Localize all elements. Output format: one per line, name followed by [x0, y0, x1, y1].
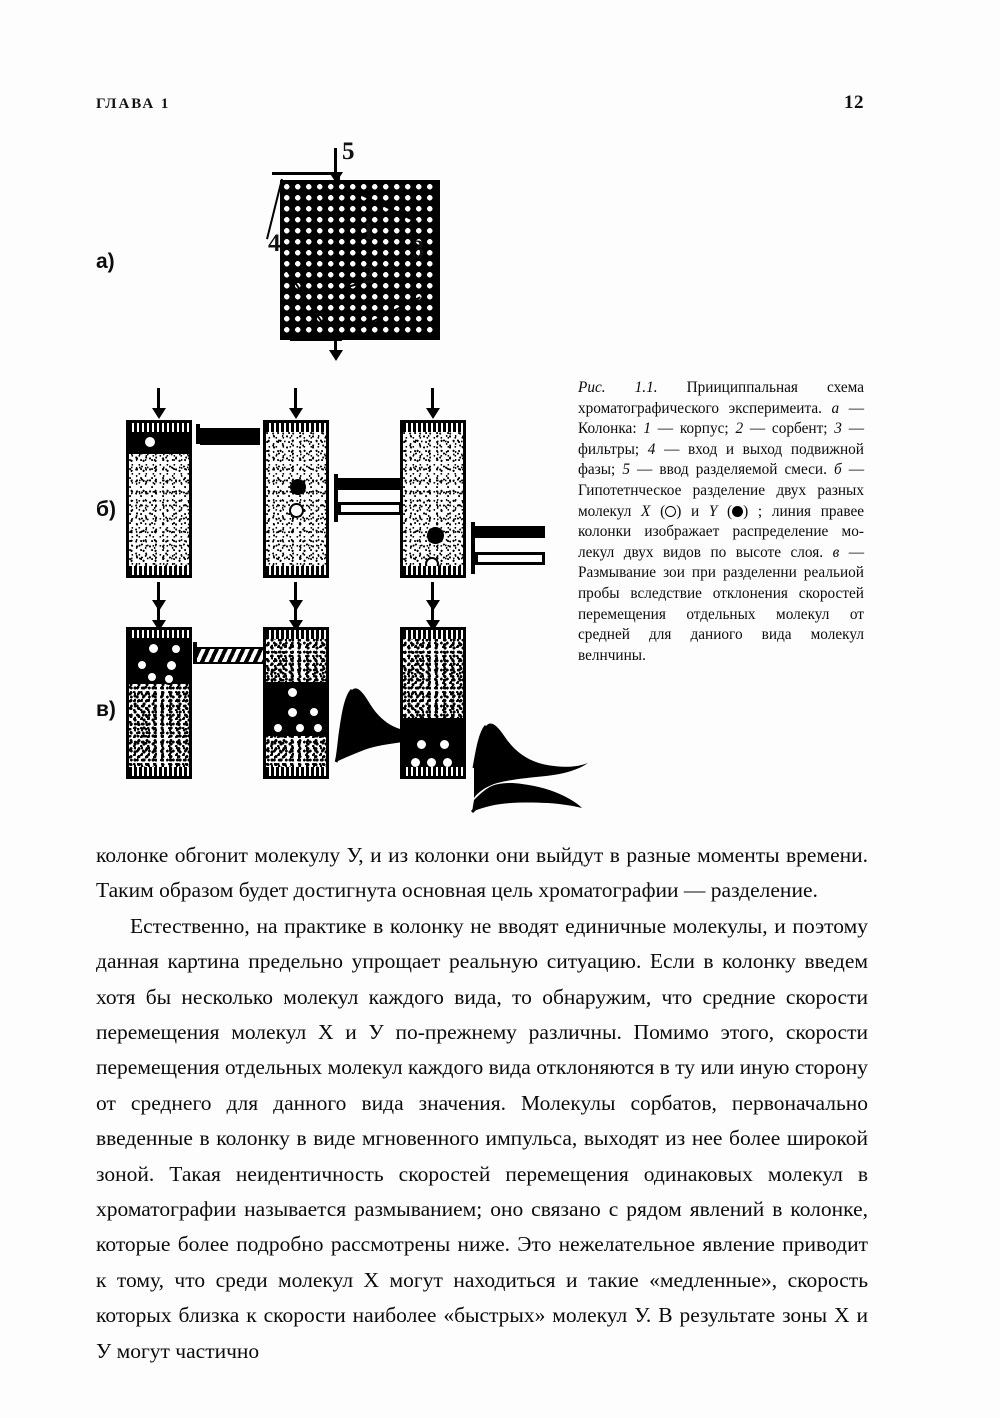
b-col1-dist-bar	[200, 428, 260, 445]
inlet-pipe	[272, 172, 340, 175]
caption-symbol-x: ( )	[660, 502, 682, 520]
filled-circle-icon	[732, 506, 743, 517]
caption-n2: 2	[735, 420, 744, 438]
v-col1-inlet-arrow	[157, 606, 160, 622]
b-col2-outlet-arrow	[294, 582, 297, 602]
chapter-title: ГЛАВА 1	[96, 96, 171, 112]
b-col1-molecule-x	[143, 435, 157, 449]
v-col2-frit-bottom	[266, 767, 326, 776]
v-col1-mol-6	[163, 673, 175, 685]
b-col3-distribution	[471, 522, 551, 574]
running-head	[96, 92, 864, 114]
v-col2-mol-1	[286, 686, 299, 699]
caption-n5: 5	[622, 461, 630, 479]
caption-and: и	[690, 502, 700, 520]
b-col1-frit-top	[129, 423, 189, 432]
caption-text-4: ; линия правее колонки изображает распределение молекул двух видов по высоте слоя.	[578, 502, 865, 561]
b-column-1	[126, 420, 192, 578]
caption-var-y: Y	[708, 502, 718, 520]
caption-sorbent: — сорбент;	[749, 420, 828, 438]
b-col1-outlet-arrow	[157, 582, 160, 602]
b-col2-frit-bottom	[266, 566, 326, 575]
body-text	[96, 838, 868, 1369]
v-col2-mol-2	[286, 706, 299, 719]
b-col2-dist-bar-y	[338, 478, 402, 490]
panel-label-a: а)	[96, 250, 115, 273]
caption-korpus: — корпус;	[657, 420, 729, 438]
v-col1-transfer-arrow	[197, 647, 265, 664]
v-col3-peak-curves	[466, 708, 596, 818]
inlet-arrow-5	[334, 148, 337, 174]
b-col2-dist-bar-x	[338, 502, 402, 515]
caption-figure-number: Рис. 1.1.	[578, 379, 658, 396]
b-column-2	[263, 420, 329, 578]
b-col3-dist-bar-x	[475, 552, 545, 565]
caption-text-3: — Гипотетнческое разделение двух разных молекул	[578, 461, 865, 520]
caption-dash-1: —	[848, 399, 865, 417]
panel-label-b: б)	[96, 498, 116, 521]
caption-n3: 3	[834, 420, 842, 438]
b-col2-frit-top	[266, 423, 326, 432]
v-column-2	[263, 627, 329, 779]
caption-n4: 4	[647, 440, 656, 458]
caption-var-x: X	[641, 502, 651, 520]
b-col2-molecule-y	[290, 479, 306, 495]
callout-5: 5	[342, 138, 355, 165]
paragraph-2: Естественно, на практике в колонку не вводят единичные молекулы, и поэтому данная картина предельно упрощает реальную ситуацию. Если в колонку введем хотя бы несколько молекул каждого вида, то обнаружим, что средние скорости перемещения молекул X и У по-прежнему различны. Помимо этого, скорости перемещения отдельных молекул каждого вида отклоняются в ту или иную сторону от среднего для данного вида значения. Молекулы сорбатов, первоначально введенные в колонку в виде мгновенного импульса, выходят из нее более широкой зоной. Такая неидентичность скоростей перемещения одинаковых молекул в хроматографии называется размыванием; оно связано с рядом явлений в колонке, которые более подробно рассмотрены ниже. Это нежелательное явление приводит к тому, что среди молекул X могут находиться и такие «медленные», скорость которых близка к скорости наиболее «быстрых» молекул У. В результате зоны X и У могут частично	[96, 913, 868, 1363]
caption-marker-b: б	[834, 461, 842, 479]
v-col3-frit-bottom	[403, 767, 463, 776]
figure-caption	[578, 378, 864, 666]
v-col2-mol-5	[294, 722, 306, 734]
v-col1-frit-bottom	[129, 767, 189, 776]
caption-vhod: — вход и выход подвижной фазы;	[578, 440, 864, 479]
b-col1-frit-bottom	[129, 566, 189, 575]
caption-vvod: — ввод разделяемой смеси.	[637, 461, 827, 479]
callout-1: 1	[362, 218, 375, 245]
v-col2-mol-6	[312, 722, 324, 734]
b-col1-zone	[129, 432, 189, 454]
v-col1-mol-4	[165, 659, 178, 672]
b-col3-frit-top	[403, 423, 463, 432]
caption-marker-a: а	[831, 399, 840, 417]
b-col3-outlet-arrow	[431, 582, 434, 602]
b-col1-inlet-arrow	[157, 388, 160, 410]
b-col2-distribution	[334, 474, 408, 522]
v-col2-mol-4	[272, 722, 284, 734]
v-col2-frit-top	[266, 630, 326, 639]
v-col1-mol-2	[170, 643, 182, 655]
v-col1-mol-5	[146, 671, 158, 683]
v-col3-frit-top	[403, 630, 463, 639]
callout-3: 3	[412, 236, 425, 263]
v-col3-inlet-arrow	[431, 606, 434, 622]
caption-text-1: Приициппальная схема хроматографического эксперимеита.	[578, 379, 864, 417]
v-col3-mol-1	[415, 738, 428, 751]
b-col3-frit-bottom	[403, 566, 463, 575]
panel-label-v: в)	[96, 698, 116, 721]
b-col2-molecule-x	[289, 503, 304, 518]
callout-4: 4	[268, 230, 281, 257]
b-col1-molecule-y	[162, 435, 177, 450]
page-number: 12	[844, 92, 864, 113]
v-column-3	[400, 627, 466, 779]
b-column-3	[400, 420, 466, 578]
b-col3-inlet-arrow	[431, 388, 434, 410]
outlet-arrow	[334, 326, 337, 352]
b-col3-molecule-y	[427, 527, 444, 544]
caption-text-5: — Размывание зои при разделенни реальиой пробы вследствие отклонения скоростей перемещения отдельных молекул от средней для даниого вида молекул велнчины.	[578, 543, 864, 664]
v-col1-mol-3	[136, 659, 148, 671]
v-col1-mol-1	[147, 642, 160, 655]
v-column-1	[126, 627, 192, 779]
callout-2: 2	[362, 262, 375, 289]
v-col3-mol-2	[438, 738, 451, 751]
caption-n1: 1	[643, 420, 652, 438]
paragraph-1: колонке обгонит молекулу У, и из колонки они выйдут в разные моменты времени. Таким образом будет достигнута основная цель хроматографии — разделение.	[96, 843, 868, 903]
v-col2-mol-3	[308, 706, 320, 718]
caption-marker-v: в	[832, 543, 840, 561]
hollow-circle-icon	[665, 506, 676, 517]
caption-filtry: — фильтры;	[578, 420, 864, 458]
b-col3-dist-bar-y	[475, 526, 545, 538]
caption-symbol-y: ( )	[727, 502, 749, 520]
b-col2-inlet-arrow	[294, 388, 297, 410]
v-col2-inlet-arrow	[294, 606, 297, 622]
caption-text-2: Колонка:	[578, 420, 637, 438]
